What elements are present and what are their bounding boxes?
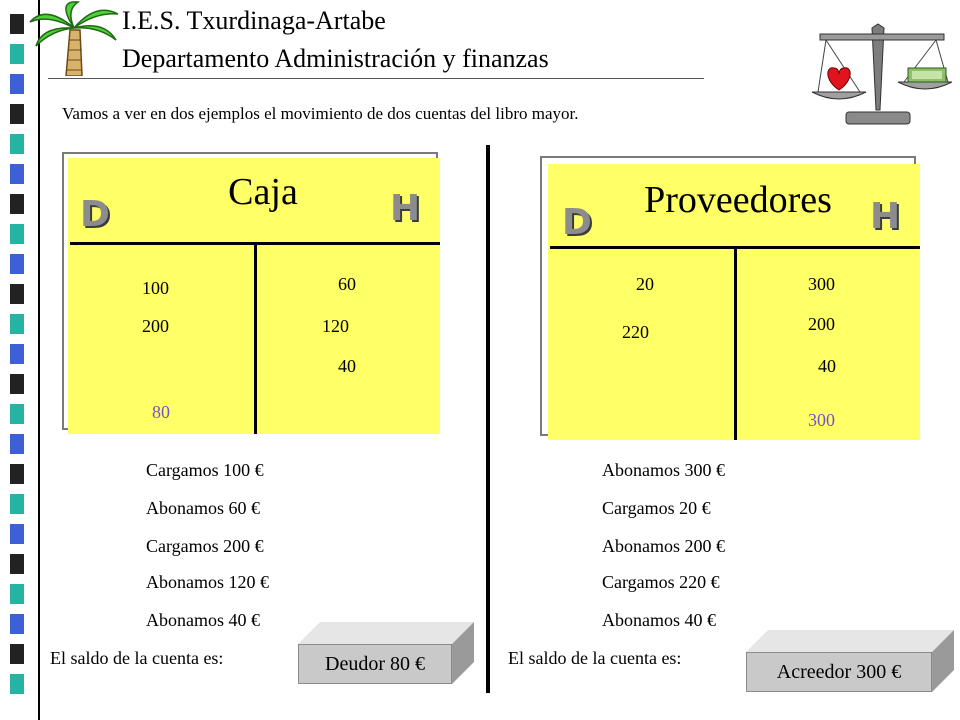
debit-entry: 100 [142,278,169,298]
operation-line: Cargamos 220 € [602,572,720,592]
palm-tree-icon [26,0,122,76]
operation-line: Cargamos 200 € [146,536,264,556]
balance-result-box [746,630,954,692]
operation-line: Abonamos 60 € [146,498,260,518]
department-name: Departamento Administración y finanzas [122,44,549,73]
operation-line: Abonamos 40 € [146,610,260,630]
debit-entry: 220 [622,322,649,342]
operation-line: Abonamos 40 € [602,610,716,630]
debit-entry: 20 [636,274,654,294]
balance-scale-icon [812,20,952,130]
left-border-line [38,0,40,720]
credit-entry: 40 [818,356,836,376]
debit-entry: 200 [142,316,169,336]
center-divider [486,145,490,693]
caja-t-account [68,158,440,434]
t-account-vertical-rule [734,249,737,440]
operation-line: Cargamos 20 € [602,498,711,518]
operation-line: Abonamos 200 € [602,536,725,556]
credit-entry: 120 [322,316,349,336]
operation-line: Cargamos 100 € [146,460,264,480]
operation-line: Abonamos 300 € [602,460,725,480]
balance-result-box [298,622,474,684]
credit-entry: 60 [338,274,356,294]
t-account-vertical-rule [254,245,257,434]
account-title: Proveedores [644,179,832,221]
decorative-strip [0,0,32,720]
balance-label: El saldo de la cuenta es: [50,648,224,668]
operation-line: Abonamos 120 € [146,572,269,592]
credit-icon: H [870,196,901,237]
credit-entry: 40 [338,356,356,376]
credit-entry: 200 [808,314,835,334]
credit-icon: H [390,188,421,229]
balance-result-text: Acreedor 300 € [746,652,932,692]
school-name: I.E.S. Txurdinaga-Artabe [122,6,386,35]
debit-icon: D [562,202,592,243]
balance-label: El saldo de la cuenta es: [508,648,682,668]
account-title: Caja [228,171,298,213]
balance-result-text: Deudor 80 € [298,644,452,684]
credit-entry: 300 [808,274,835,294]
debit-icon: D [80,194,110,235]
balance-entry: 80 [152,402,170,422]
balance-entry: 300 [808,410,835,430]
proveedores-t-account [548,164,920,440]
intro-text: Vamos a ver en dos ejemplos el movimiento de dos cuentas del libro mayor. [62,104,579,123]
header-divider [48,78,704,79]
